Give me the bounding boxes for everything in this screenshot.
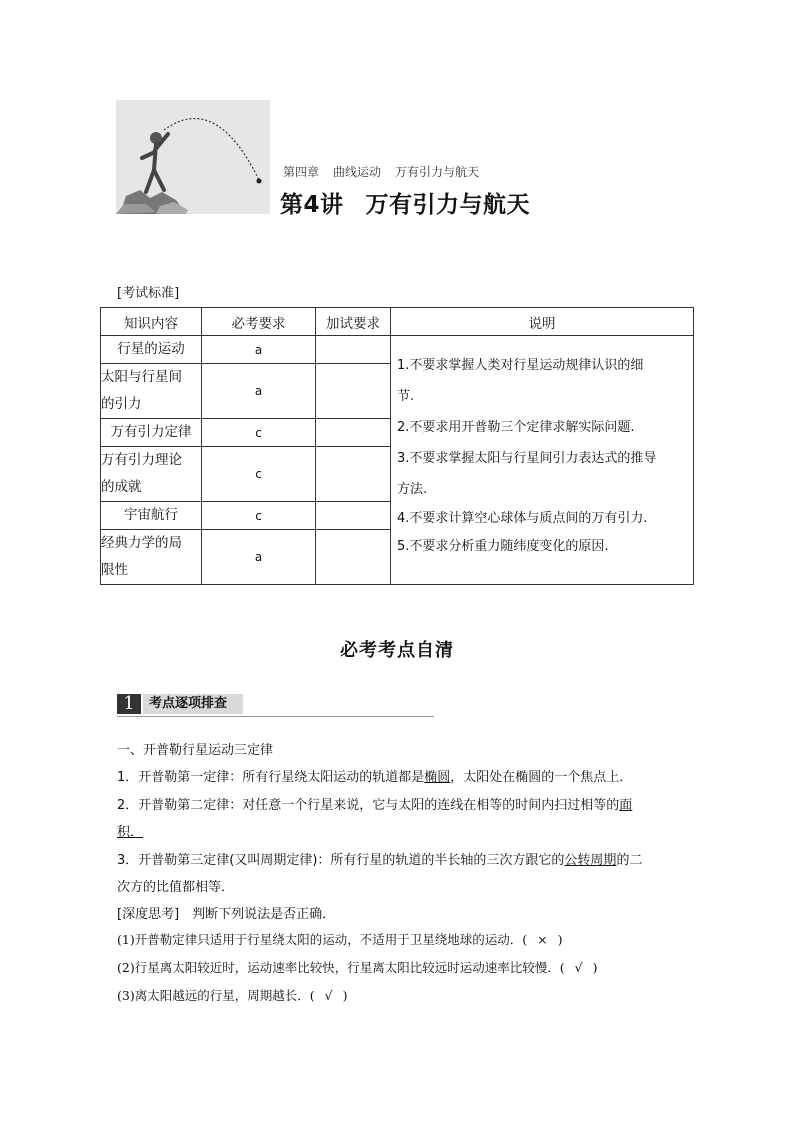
row-knowledge-line: 经典力学的局 xyxy=(101,535,182,551)
law-2-text: 2．开普勒第二定律：对任意一个行星来说，它与太阳的连线在相等的时间内扫过相等的 xyxy=(117,798,620,813)
row-required: a xyxy=(202,336,316,364)
table-header-row xyxy=(101,308,694,336)
row-required: c xyxy=(202,447,316,502)
exam-standard-table xyxy=(100,307,694,585)
law-1-answer: 椭圆 xyxy=(424,770,451,785)
row-extra xyxy=(316,419,391,447)
row-knowledge xyxy=(101,502,202,530)
think-item-close: ) xyxy=(342,988,348,1003)
badge-number: 1 xyxy=(117,694,141,714)
row-knowledge xyxy=(101,364,202,419)
col-header-extra: 加试要求 xyxy=(316,308,391,336)
note-line: 4.不要求计算空心球体与质点间的万有引力. xyxy=(397,511,648,526)
law-3 xyxy=(117,849,642,868)
col-header-knowledge: 知识内容 xyxy=(101,308,202,336)
note-line: 节. xyxy=(397,389,415,404)
badge-label: 考点逐项排查 xyxy=(143,694,243,714)
law-2 xyxy=(117,794,632,813)
law-1-text-end: ，太阳处在椭圆的一个焦点上． xyxy=(450,770,633,785)
col-header-required: 必考要求 xyxy=(202,308,316,336)
think-item-close: ) xyxy=(557,932,563,947)
think-item-text: (2)行星离太阳较近时，运动速率比较快，行星离太阳比较远时运动速率比较慢．( xyxy=(117,960,565,975)
row-knowledge-line: 万有引力理论 xyxy=(101,452,182,468)
table-row xyxy=(101,336,694,364)
row-knowledge-line: 限性 xyxy=(101,562,128,578)
row-knowledge-line: 宇宙航行 xyxy=(124,507,178,523)
row-knowledge xyxy=(101,447,202,502)
row-knowledge-line: 的成就 xyxy=(101,479,142,495)
notes-cell xyxy=(391,336,694,585)
deep-think-label: [深度思考] 判断下列说法是否正确． xyxy=(117,907,336,922)
think-item-close: ) xyxy=(592,960,598,975)
law-2-cont xyxy=(117,821,143,840)
row-extra xyxy=(316,502,391,530)
law-3-text-end: 的二 xyxy=(616,853,643,868)
row-knowledge-line: 行星的运动 xyxy=(117,341,185,357)
think-item xyxy=(117,930,562,948)
row-knowledge-line: 万有引力定律 xyxy=(110,424,192,440)
law-2-answer-part2: 积． xyxy=(117,825,144,840)
note-line: 2.不要求用开普勒三个定律求解实际问题. xyxy=(397,420,635,435)
note-line: 3.不要求掌握太阳与行星间引力表达式的推导 xyxy=(397,451,657,466)
think-item xyxy=(117,986,347,1004)
chapter-topic-2: 万有引力与航天 xyxy=(395,165,480,179)
row-knowledge-line: 太阳与行星间 xyxy=(101,369,182,385)
exam-standard-label: [考试标准] xyxy=(117,286,180,301)
content-heading: 一、开普勒行星运动三定律 xyxy=(117,743,274,758)
divider xyxy=(117,716,434,717)
lecture-number: 第4讲 xyxy=(280,192,344,218)
row-extra xyxy=(316,447,391,502)
row-required: a xyxy=(202,364,316,419)
law-1-text: 1．开普勒第一定律：所有行星绕太阳运动的轨道都是 xyxy=(117,770,425,785)
chapter-topic: 曲线运动 xyxy=(333,165,382,179)
law-1 xyxy=(117,766,632,785)
note-line: 5.不要求分析重力随纬度变化的原因. xyxy=(397,539,609,554)
chapter-illustration xyxy=(116,100,270,214)
row-required: c xyxy=(202,419,316,447)
lecture-name: 万有引力与航天 xyxy=(365,192,531,218)
law-3-answer: 公转周期 xyxy=(564,853,617,868)
answer-mark: √ xyxy=(574,960,583,975)
law-2-answer-part1: 面 xyxy=(619,798,633,813)
row-extra xyxy=(316,364,391,419)
think-item-text: (1)开普勒定律只适用于行星绕太阳的运动，不适用于卫星绕地球的运动．( xyxy=(117,932,528,947)
row-knowledge xyxy=(101,419,202,447)
chapter-subtitle xyxy=(283,163,493,180)
law-3-cont: 次方的比值都相等． xyxy=(117,880,235,895)
row-knowledge-line: 的引力 xyxy=(101,396,142,412)
row-required: c xyxy=(202,502,316,530)
row-knowledge xyxy=(101,530,202,585)
section-badge xyxy=(117,694,243,714)
row-required: a xyxy=(202,530,316,585)
chapter-number: 第四章 xyxy=(283,165,320,179)
lecture-title xyxy=(280,186,530,219)
col-header-notes: 说明 xyxy=(391,308,694,336)
note-line: 1.不要求掌握人类对行星运动规律认识的细 xyxy=(397,358,644,373)
row-extra xyxy=(316,336,391,364)
answer-mark: × xyxy=(537,932,548,947)
law-3-text: 3．开普勒第三定律(又叫周期定律)：所有行星的轨道的半长轴的三次方跟它的 xyxy=(117,853,565,868)
answer-mark: √ xyxy=(324,988,333,1003)
think-item xyxy=(117,958,597,976)
think-item-text: (3)离太阳越远的行星，周期越长．( xyxy=(117,988,315,1003)
note-line: 方法. xyxy=(397,482,428,497)
row-extra xyxy=(316,530,391,585)
row-knowledge xyxy=(101,336,202,364)
section-title: 必考考点自清 xyxy=(340,640,454,661)
